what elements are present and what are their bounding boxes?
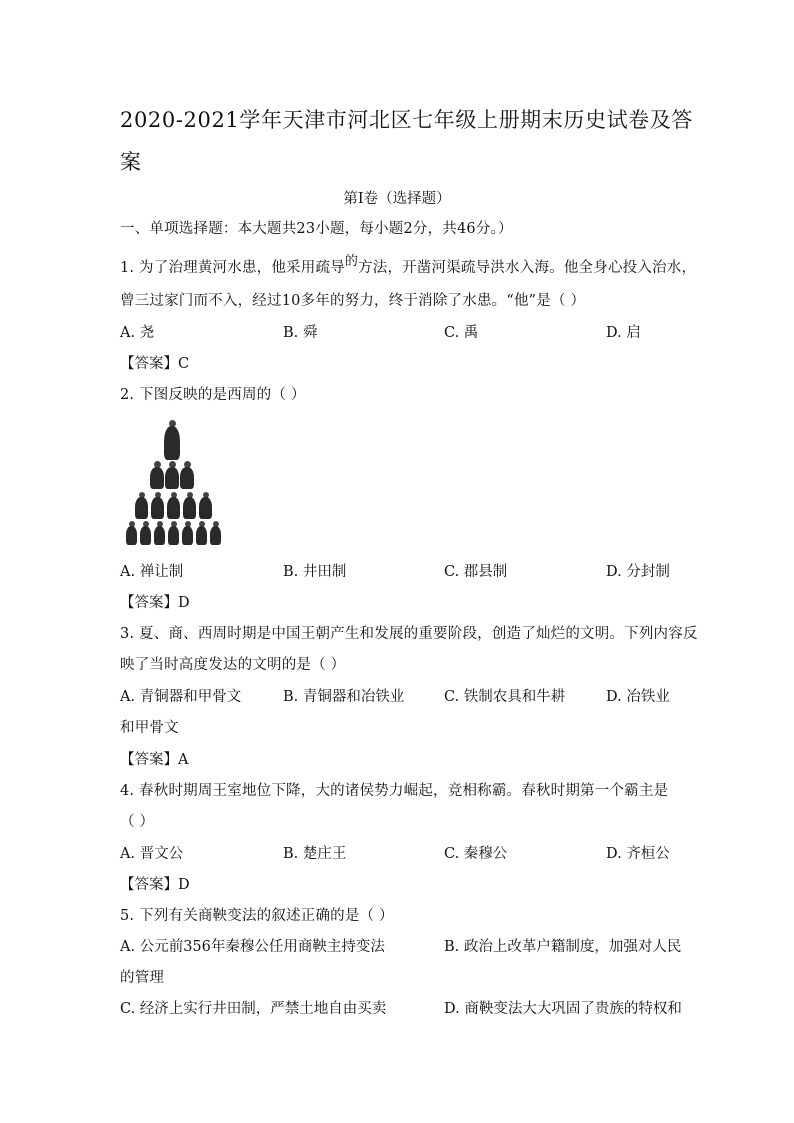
q3-option-b: B. 青铜器和冶铁业 (283, 689, 405, 705)
q2-option-b: B. 井田制 (283, 564, 347, 580)
q1-stem-line-1 (120, 256, 696, 277)
q2-option-d: D. 分封制 (606, 564, 670, 580)
q3-option-c: C. 铁制农具和牛耕 (444, 689, 566, 705)
q5-option-d: D. 商鞅变法大大巩固了贵族的特权和 (444, 1001, 682, 1017)
q3-stem-line-1: 3. 夏、商、西周时期是中国王朝产生和发展的重要阶段，创造了灿烂的文明。下列内容反 (120, 626, 698, 642)
q4-option-a: A. 晋文公 (120, 846, 184, 862)
q3-option-d-continued: 和甲骨文 (120, 720, 179, 736)
section-heading: 第I卷（选择题） (343, 191, 451, 207)
q2-option-a: A. 禅让制 (120, 564, 184, 580)
instruction-text: 一、单项选择题：本大题共23小题，每小题2分，共46分。） (120, 221, 513, 237)
q4-answer: 【答案】D (120, 877, 190, 893)
q1-stem-part: 方法，开凿河渠疏导洪水入海。他全身心投入治水， (358, 260, 697, 276)
q4-stem-line-2: （ ） (120, 814, 155, 830)
page-title-line-2: 案 (120, 150, 142, 174)
q4-option-c: C. 秦穆公 (444, 846, 508, 862)
q1-answer: 【答案】C (120, 356, 190, 372)
page-title-line-1: 2020-2021学年天津市河北区七年级上册期末历史试卷及答 (120, 108, 693, 132)
q1-superscript-char: 的 (344, 254, 359, 269)
q4-option-d: D. 齐桓公 (606, 846, 670, 862)
q1-stem-line-2: 曾三过家门而不入，经过10多年的努力，终于消除了水患。“他”是（ ） (120, 293, 586, 309)
q1-option-b: B. 舜 (283, 325, 318, 341)
q1-option-c: C. 禹 (444, 325, 479, 341)
pyramid-figure-image (118, 420, 228, 546)
q5-option-c: C. 经济上实行井田制，严禁土地自由买卖 (120, 1001, 387, 1017)
q3-option-a: A. 青铜器和甲骨文 (120, 689, 242, 705)
q3-answer: 【答案】A (120, 752, 189, 768)
q5-option-b: B. 政治上改革户籍制度，加强对人民 (444, 939, 682, 955)
q2-stem-line-1: 2. 下图反映的是西周的（ ） (120, 387, 306, 403)
q5-stem-line-1: 5. 下列有关商鞅变法的叙述正确的是（ ） (120, 908, 394, 924)
q3-option-d: D. 冶铁业 (606, 689, 670, 705)
q3-stem-line-2: 映了当时高度发达的文明的是（ ） (120, 657, 346, 673)
q1-stem-part: 1. 为了治理黄河水患，他采用疏导 (120, 260, 345, 276)
q1-option-a: A. 尧 (120, 325, 155, 341)
q4-option-b: B. 楚庄王 (283, 846, 347, 862)
q2-answer: 【答案】D (120, 595, 190, 611)
q4-stem-line-1: 4. 春秋时期周王室地位下降，大的诸侯势力崛起，竞相称霸。春秋时期第一个霸主是 (120, 783, 669, 799)
q5-option-b-continued: 的管理 (120, 970, 165, 986)
q5-option-a: A. 公元前356年秦穆公任用商鞅主持变法 (120, 939, 385, 955)
q1-option-d: D. 启 (606, 325, 641, 341)
q2-option-c: C. 郡县制 (444, 564, 508, 580)
